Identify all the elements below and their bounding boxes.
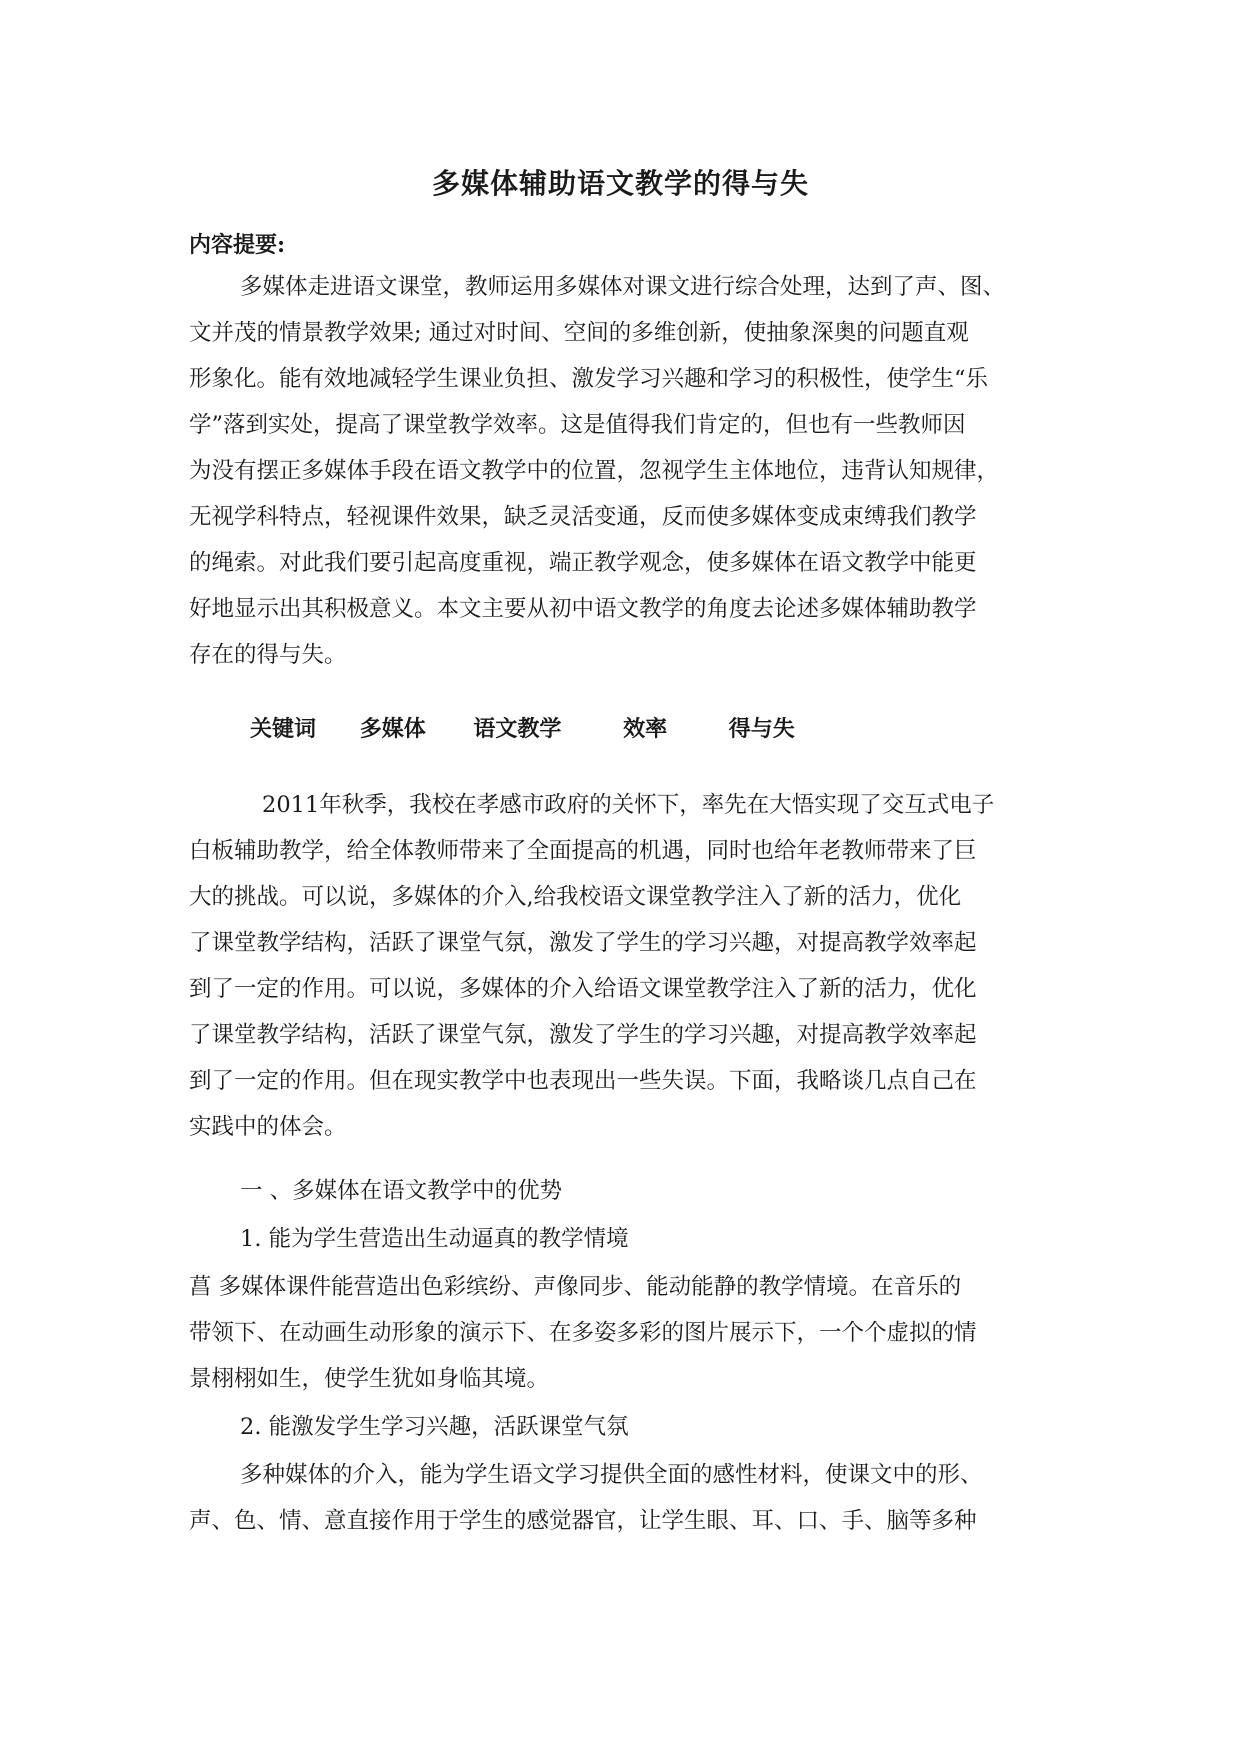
abstract-line: 的绳索。对此我们要引起高度重视，端正教学观念，使多媒体在语文教学中能更	[189, 550, 977, 576]
abstract-line: 学”落到实处，提高了课堂教学效率。这是值得我们肯定的，但也有一些教师因	[189, 412, 966, 438]
item-line: 菖 多媒体课件能营造出色彩缤纷、声像同步、能动能静的教学情境。在音乐的	[189, 1274, 962, 1300]
item-line: 带领下、在动画生动形象的演示下、在多姿多彩的图片展示下，一个个虚拟的情	[189, 1320, 977, 1346]
keyword-item: 效率	[623, 716, 668, 742]
item-heading: 2. 能激发学生学习兴趣，活跃课堂气氛	[240, 1414, 629, 1440]
keyword-item: 语文教学	[473, 716, 562, 742]
body-line: 了课堂教学结构，活跃了课堂气氛，激发了学生的学习兴趣，对提高教学效率起	[189, 1022, 977, 1048]
body-line: 了课堂教学结构，活跃了课堂气氛，激发了学生的学习兴趣，对提高教学效率起	[189, 930, 977, 956]
keyword-item: 多媒体	[359, 716, 426, 742]
section-heading: 一 、多媒体在语文教学中的优势	[240, 1178, 563, 1204]
abstract-line: 形象化。能有效地减轻学生课业负担、激发学习兴趣和学习的积极性，使学生“乐	[189, 366, 989, 392]
item-heading: 1. 能为学生营造出生动逼真的教学情境	[240, 1226, 629, 1252]
keyword-item: 得与失	[728, 716, 795, 742]
abstract-line: 文并茂的情景教学效果; 通过对时间、空间的多维创新，使抽象深奥的问题直观	[189, 320, 969, 346]
abstract-line: 无视学科特点，轻视课件效果，缺乏灵活变通，反而使多媒体变成束缚我们教学	[189, 504, 977, 530]
body-line: 大的挑战。可以说，多媒体的介入,给我校语文课堂教学注入了新的活力，优化	[189, 884, 962, 910]
body-line: 实践中的体会。	[189, 1114, 347, 1140]
abstract-line: 存在的得与失。	[189, 642, 347, 668]
body-line: 到了一定的作用。但在现实教学中也表现出一些失误。下面，我略谈几点自己在	[189, 1068, 977, 1094]
keywords-row	[250, 712, 795, 743]
body-line: 到了一定的作用。可以说，多媒体的介入给语文课堂教学注入了新的活力，优化	[189, 976, 977, 1002]
abstract-line: 好地显示出其积极意义。本文主要从初中语文教学的角度去论述多媒体辅助教学	[189, 596, 977, 622]
body-line: 白板辅助教学，给全体教师带来了全面提高的机遇，同时也给年老教师带来了巨	[189, 838, 977, 864]
abstract-label: 内容提要:	[189, 232, 286, 258]
abstract-line: 多媒体走进语文课堂，教师运用多媒体对课文进行综合处理，达到了声、图、	[240, 274, 1006, 300]
item-line: 景栩栩如生，使学生犹如身临其境。	[189, 1366, 550, 1392]
abstract-line: 为没有摆正多媒体手段在语文教学中的位置，忽视学生主体地位，违背认知规律，	[189, 458, 1000, 484]
item-line: 声、色、情、意直接作用于学生的感觉器官，让学生眼、耳、口、手、脑等多种	[189, 1508, 977, 1534]
item-line: 多种媒体的介入，能为学生语文学习提供全面的感性材料，使课文中的形、	[240, 1462, 983, 1488]
keywords-label: 关键词	[250, 716, 317, 742]
body-line: 2011年秋季，我校在孝感市政府的关怀下，率先在大悟实现了交互式电子	[262, 792, 995, 818]
document-title: 多媒体辅助语文教学的得与失	[431, 167, 809, 200]
